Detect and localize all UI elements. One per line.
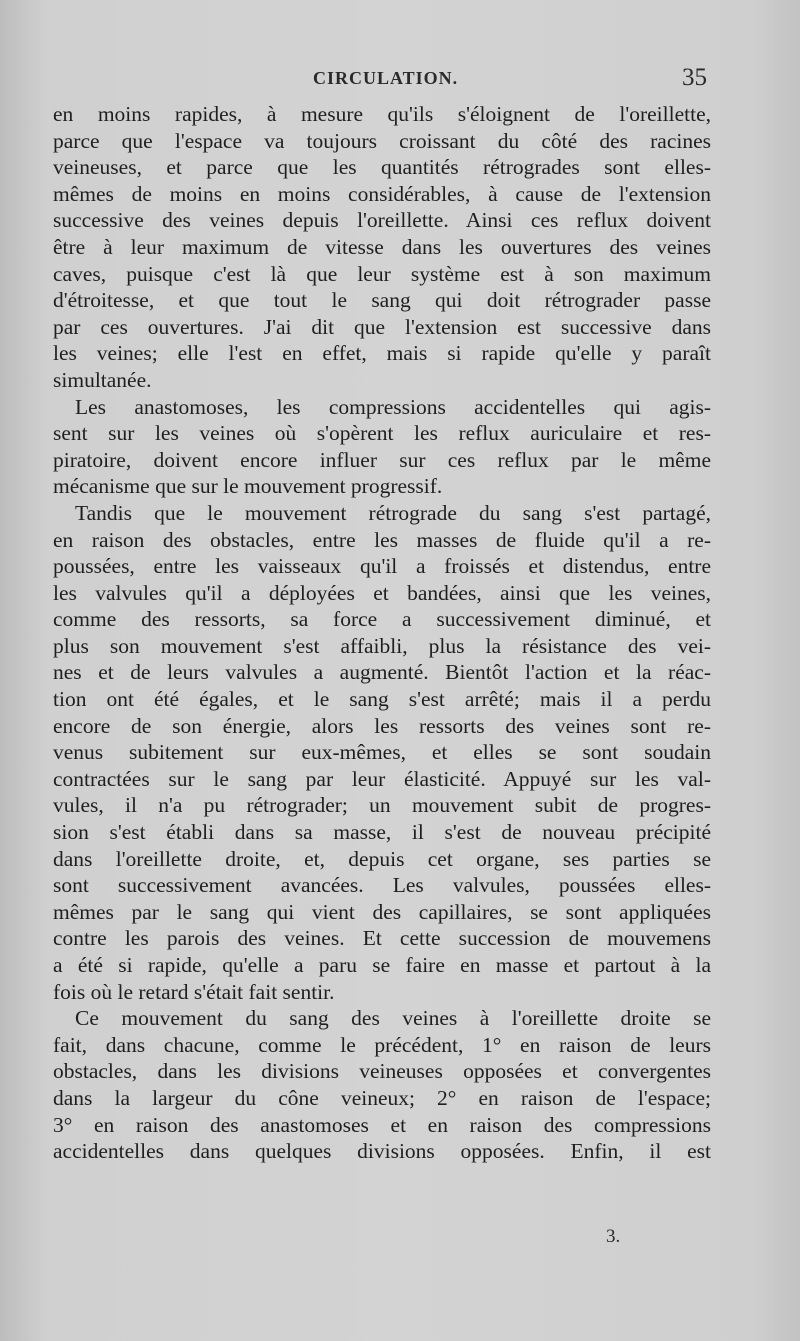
page-number: 35 [682, 64, 707, 91]
signature-mark: 3. [606, 1226, 621, 1247]
text-line: fait, dans chacune, comme le précédent, 1° en raison de leurs [53, 1032, 711, 1057]
text-line: parce que l'espace va toujours croissant du côté des racines [53, 128, 711, 153]
text-line: mécanisme que sur le mouvement progressif. [53, 474, 443, 499]
text-line: piratoire, doivent encore influer sur ces reflux par le même [53, 447, 711, 472]
text-line: comme des ressorts, sa force a successivement diminué, et [53, 607, 711, 632]
text-line: encore de son énergie, alors les ressorts des veines sont re- [53, 713, 711, 738]
text-line: être à leur maximum de vitesse dans les ouvertures des veines [53, 234, 711, 259]
text-line: les valvules qu'il a déployées et bandées, ainsi que les veines, [53, 580, 711, 605]
text-line: sent sur les veines où s'opèrent les reflux auriculaire et res- [53, 421, 711, 446]
running-title: CIRCULATION. [313, 68, 459, 88]
text-line: dans la largeur du cône veineux; 2° en raison de l'espace; [53, 1085, 711, 1110]
body-text [53, 101, 711, 1165]
text-line: accidentelles dans quelques divisions opposées. Enfin, il est [53, 1139, 711, 1164]
text-line: sion s'est établi dans sa masse, il s'est de nouveau précipité [53, 820, 711, 845]
text-line: contre les parois des veines. Et cette succession de mouvemens [53, 926, 711, 951]
text-line: les veines; elle l'est en effet, mais si rapide qu'elle y paraît [53, 341, 711, 366]
text-line: plus son mouvement s'est affaibli, plus la résistance des vei- [53, 633, 711, 658]
text-line: sont successivement avancées. Les valvules, poussées elles- [53, 873, 711, 898]
text-line: nes et de leurs valvules a augmenté. Bientôt l'action et la réac- [53, 660, 711, 685]
text-line: en moins rapides, à mesure qu'ils s'éloignent de l'oreillette, [53, 102, 711, 126]
text-line: mêmes de moins en moins considérables, à cause de l'extension [53, 181, 711, 206]
text-line: successive des veines depuis l'oreillette. Ainsi ces reflux doivent [53, 208, 711, 233]
text-line: Tandis que le mouvement rétrograde du sang s'est partagé, [75, 500, 711, 525]
text-line: poussées, entre les vaisseaux qu'il a froissés et distendus, entre [53, 554, 711, 579]
text-line: venus subitement sur eux-mêmes, et elles se sont soudain [53, 740, 711, 765]
text-line: en raison des obstacles, entre les masses de fluide qu'il a re- [53, 527, 711, 552]
running-head [0, 64, 800, 96]
text-line: veineuses, et parce que les quantités rétrogrades sont elles- [53, 155, 711, 180]
text-line: mêmes par le sang qui vient des capillaires, se sont appliquées [53, 899, 711, 924]
text-line: simultanée. [53, 367, 152, 392]
text-line: par ces ouvertures. J'ai dit que l'extension est successive dans [53, 314, 711, 339]
text-line: obstacles, dans les divisions veineuses opposées et convergentes [53, 1059, 711, 1084]
text-line: fois où le retard s'était fait sentir. [53, 979, 335, 1004]
text-line: caves, puisque c'est là que leur système est à son maximum [53, 261, 711, 286]
text-line: tion ont été égales, et le sang s'est arrêté; mais il a perdu [53, 687, 711, 712]
text-line: contractées sur le sang par leur élasticité. Appuyé sur les val- [53, 766, 711, 791]
text-line: dans l'oreillette droite, et, depuis cet organe, ses parties se [53, 846, 711, 871]
text-line: Ce mouvement du sang des veines à l'oreillette droite se [75, 1006, 711, 1031]
text-line: vules, il n'a pu rétrograder; un mouvement subit de progres- [53, 793, 711, 818]
text-line: Les anastomoses, les compressions accidentelles qui agis- [75, 394, 711, 419]
text-line: a été si rapide, qu'elle a paru se faire en masse et partout à la [53, 953, 711, 977]
text-line: d'étroitesse, et que tout le sang qui doit rétrograder passe [53, 288, 711, 313]
text-line: 3° en raison des anastomoses et en raison des compressions [53, 1112, 711, 1137]
